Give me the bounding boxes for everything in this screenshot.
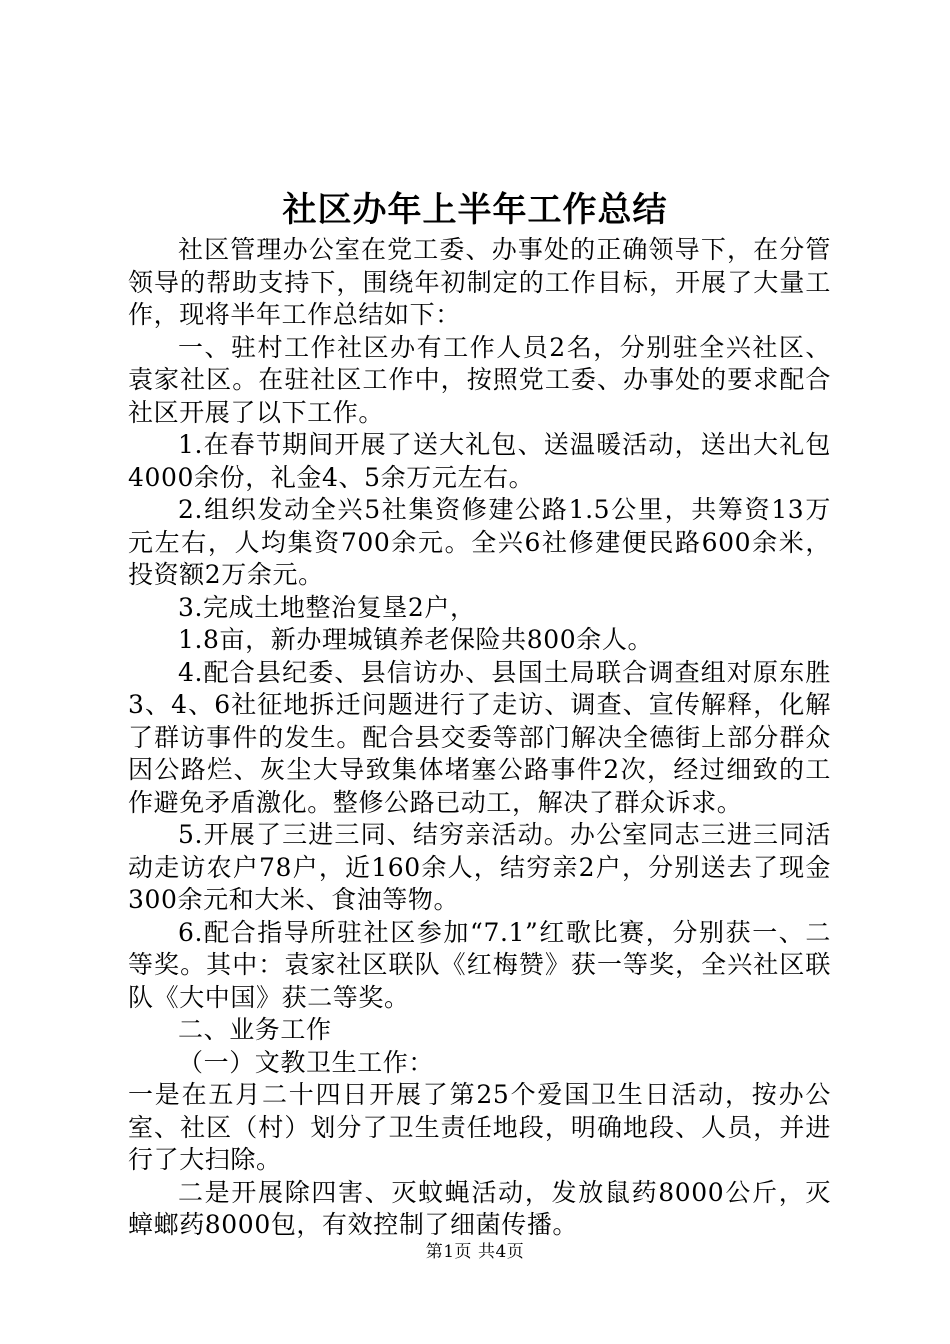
paragraph-item-5: 5.开展了三进三同、结穷亲活动。办公室同志三进三同活动走访农户78户，近160余人，结穷亲2户，分别送去了现金300余元和大米、食油等物。 [128,820,831,914]
paragraph-point-2: 二是开展除四害、灭蚊蝇活动，发放鼠药8000公斤，灭蟑螂药8000包，有效控制了细菌传播。 [128,1177,831,1239]
paragraph-item-6: 6.配合指导所驻社区参加“7.1”红歌比赛，分别获一、二等奖。其中：袁家社区联队《红梅赞》获一等奖，全兴社区联队《大中国》获二等奖。 [128,917,831,1012]
paragraph-item-3-continued: 1.8亩，新办理城镇养老保险共800余人。 [178,625,654,654]
document-title: 社区办年上半年工作总结 [282,190,668,230]
page-footer: 第1页 共4页 [425,1242,525,1262]
document-body [128,234,831,1242]
paragraph-subsection-1: （一）文教卫生工作： [178,1047,435,1077]
paragraph-item-4: 4.配合县纪委、县信访办、县国土局联合调查组对原东胜3、4、6社征地拆迁问题进行了走访、调查、宣传解释，化解了群访事件的发生。配合县交委等部门解决全德街上部分群众因公路烂、灰尘大导致集体堵塞公路事件2次，经过细致的工作避免矛盾激化。整修公路已动工，解决了群众诉求。 [128,657,831,817]
paragraph-item-2: 2.组织发动全兴5社集资修建公路1.5公里，共筹资13万元左右，人均集资700余元。全兴6社修建便民路600余米，投资额2万余元。 [128,495,831,589]
paragraph-item-3: 3.完成土地整治复垦2户， [178,592,476,622]
paragraph-item-1: 1.在春节期间开展了送大礼包、送温暖活动，送出大礼包4000余份，礼金4、5余万元左右。 [128,430,831,492]
paragraph-section-1: 一、驻村工作社区办有工作人员2名，分别驻全兴社区、袁家社区。在驻社区工作中，按照党工委、办事处的要求配合社区开展了以下工作。 [128,332,831,427]
paragraph-section-2: 二、业务工作 [178,1015,332,1044]
paragraph-intro: 社区管理办公室在党工委、办事处的正确领导下，在分管领导的帮助支持下，围绕年初制定的工作目标，开展了大量工作，现将半年工作总结如下： [128,235,831,329]
paragraph-point-1: 一是在五月二十四日开展了第25个爱国卫生日活动，按办公室、社区（村）划分了卫生责任地段，明确地段、人员，并进行了大扫除。 [128,1080,831,1174]
